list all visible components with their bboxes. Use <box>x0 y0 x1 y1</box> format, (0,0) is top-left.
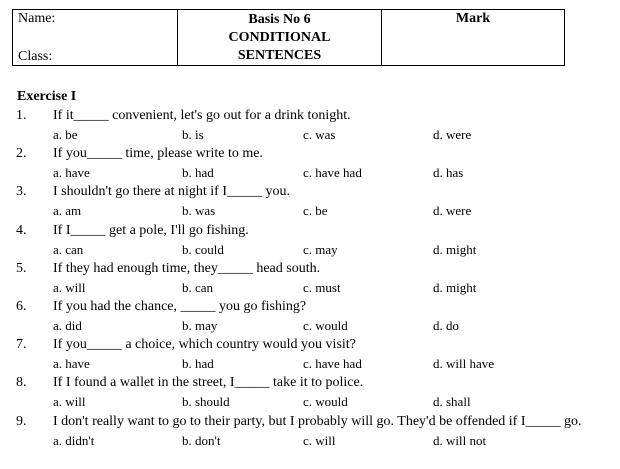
option-a[interactable]: a. am <box>53 203 82 219</box>
option-c[interactable]: c. have had <box>303 356 362 372</box>
option-a[interactable]: a. be <box>53 127 78 142</box>
option-c[interactable]: c. was <box>303 127 336 142</box>
option-a[interactable]: a. can <box>53 241 84 257</box>
option-b[interactable]: b. had <box>182 165 214 181</box>
option-b[interactable]: b. should <box>182 394 230 410</box>
option-b[interactable]: b. don't <box>182 432 221 448</box>
mark-label: Mark <box>455 11 491 26</box>
option-c[interactable]: c. would <box>303 394 348 410</box>
exercise-title: Exercise I <box>17 89 77 104</box>
question-text: If I found a wallet in the street, I_____ take it to police. <box>53 375 364 391</box>
option-a[interactable]: a. did <box>53 318 82 333</box>
option-c[interactable]: c. be <box>303 203 328 219</box>
question-text: If it_____ convenient, let's go out for a drink tonight. <box>53 108 351 123</box>
question-number: 2. <box>16 146 27 162</box>
title-cell <box>177 10 381 65</box>
option-a[interactable]: a. will <box>53 279 86 295</box>
title-line-1: Basis No 6 <box>248 12 311 27</box>
option-c[interactable]: c. have had <box>303 165 362 181</box>
option-d[interactable]: d. shall <box>433 394 471 410</box>
option-d[interactable]: d. might <box>433 279 477 295</box>
option-d[interactable]: d. were <box>433 127 472 142</box>
question-text: I don't really want to go to their party, but I probably will go. They'd be offended if I_____ go. <box>53 413 582 429</box>
title-line-2: CONDITIONAL <box>228 30 331 45</box>
option-a[interactable]: a. didn't <box>53 432 95 448</box>
title-line-3: SENTENCES <box>237 48 322 63</box>
question-text: If they had enough time, they_____ head south. <box>53 260 321 276</box>
question-number: 6. <box>16 299 27 314</box>
question-number: 3. <box>16 184 27 200</box>
option-d[interactable]: d. might <box>433 241 477 257</box>
question-number: 5. <box>16 260 27 276</box>
option-c[interactable]: c. will <box>303 432 336 448</box>
option-a[interactable]: a. have <box>53 165 90 181</box>
question-text: If you_____ a choice, which country would you visit? <box>53 337 356 353</box>
worksheet-header <box>12 9 565 66</box>
question-number: 1. <box>16 108 27 123</box>
option-d[interactable]: d. will not <box>433 432 487 448</box>
option-c[interactable]: c. may <box>303 241 338 257</box>
question-text: If you had the chance, _____ you go fishing? <box>53 299 307 314</box>
option-a[interactable]: a. have <box>53 356 90 372</box>
question-number: 8. <box>16 375 27 391</box>
option-a[interactable]: a. will <box>53 394 86 410</box>
option-b[interactable]: b. can <box>182 279 214 295</box>
option-b[interactable]: b. may <box>182 318 218 333</box>
option-c[interactable]: c. must <box>303 279 341 295</box>
option-b[interactable]: b. is <box>182 127 204 142</box>
option-b[interactable]: b. could <box>182 241 224 257</box>
class-label: Class: <box>18 49 53 64</box>
option-d[interactable]: d. were <box>433 203 472 219</box>
option-c[interactable]: c. would <box>303 318 348 333</box>
option-d[interactable]: d. has <box>433 165 464 181</box>
name-label: Name: <box>18 11 56 26</box>
question-number: 7. <box>16 337 27 353</box>
option-d[interactable]: d. do <box>433 318 459 333</box>
option-b[interactable]: b. had <box>182 356 214 372</box>
question-text: If you_____ time, please write to me. <box>53 146 263 162</box>
mark-cell <box>381 10 564 65</box>
option-d[interactable]: d. will have <box>433 356 495 372</box>
question-text: If I_____ get a pole, I'll go fishing. <box>53 222 249 238</box>
question-number: 9. <box>16 413 27 429</box>
student-info-cell <box>13 10 177 65</box>
option-b[interactable]: b. was <box>182 203 216 219</box>
question-text: I shouldn't go there at night if I_____ you. <box>53 184 290 200</box>
question-number: 4. <box>16 222 27 238</box>
